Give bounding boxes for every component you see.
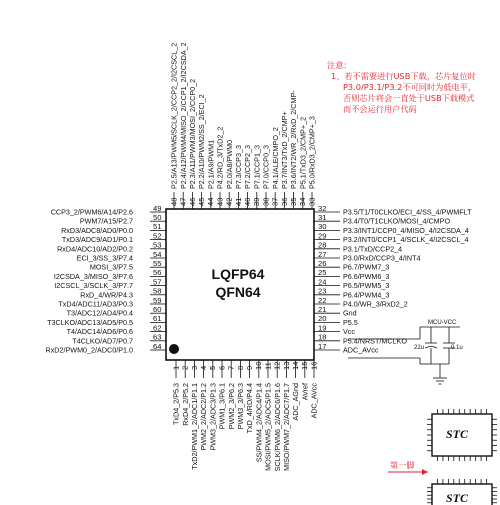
- pin-label: P3.6/INT2/WR_2/RxD_2/CMP-: [289, 90, 299, 189]
- first-pin-label: 第一脚: [390, 460, 415, 470]
- pin-number: 45: [197, 197, 206, 206]
- note-title: 注意：: [327, 60, 352, 70]
- pin-number: 64: [153, 341, 162, 351]
- pin-label: P4.2/RD_3/TxD2_2: [215, 126, 225, 189]
- pin-number: 42: [224, 197, 234, 206]
- pin-number: 1: [171, 365, 181, 370]
- pin-label: T3/ADC12/AD4/P0.4: [66, 308, 133, 318]
- pin-label: P3.0/RxD/CCP3_4/INT4: [343, 253, 421, 263]
- pin-number: 56: [153, 268, 162, 278]
- pin-number: 51: [153, 222, 162, 232]
- pin-label: P7.3/CCP3_3: [234, 145, 243, 189]
- pin-label: P7.2/CCP2_3: [243, 145, 253, 189]
- pin-label: SCLK/PWM6_2/ADC6/P1.6: [272, 383, 282, 472]
- pin-label: RxD3/ADC8/AD0/P0.0: [61, 225, 133, 235]
- pin-label: MOSI_3/P7.5: [89, 262, 133, 272]
- pin-label: PWM2_2/ADC2/P1.2: [199, 383, 209, 451]
- note-line: 否则芯片将会一直处于USB下载模式: [343, 93, 475, 103]
- pin-label: TxD_4/RD/P4.4: [245, 383, 255, 434]
- pin-label: I2CSDA_3/MISO_3/P7.6: [53, 271, 133, 281]
- note-line: 1、若不需要进行USB下载，芯片复位时: [331, 71, 476, 81]
- pin-label: ECI_3/SS_3/P7.4: [76, 253, 133, 263]
- pin-number: 18: [318, 332, 327, 342]
- pin-label: I2CSCL_3/SCLK_3/P7.7: [54, 281, 133, 291]
- pin-label: P3.5/T1/T0CLKO/ECI_4/SS_4/PWMFLT: [343, 207, 472, 217]
- pin-number: 15: [300, 361, 310, 370]
- left-pin-group: [46, 204, 166, 355]
- pin-label: T4CLKO/AD7/P0.7: [72, 336, 133, 346]
- pin-number: 37: [270, 197, 280, 206]
- pin-number: 5: [208, 365, 218, 370]
- pin-label: P3.1/TxD/CCP2_4: [343, 244, 403, 254]
- pin-number: 58: [153, 286, 162, 296]
- pin-label: MOSI/PWM5_2/ADC5/P1.5: [263, 383, 273, 471]
- pin-label: RxD4/ADC10/AD2/P0.2: [57, 244, 133, 254]
- pin-label: P7.0/CCP0_3: [261, 145, 271, 189]
- stc-chip-label: STC: [446, 427, 469, 441]
- pin-number: 33: [307, 197, 317, 206]
- pin-number: 17: [318, 341, 327, 351]
- pin-label: P5.4/NRST/MCLKO: [343, 336, 407, 346]
- pin-label: CCP3_2/PWM6/A14/P2.6: [50, 207, 133, 217]
- pin-number: 16: [309, 361, 319, 370]
- stc-chip-label: STC: [446, 491, 469, 505]
- capacitor-22u-label: 22u: [414, 345, 425, 351]
- pin-number: 60: [153, 305, 162, 314]
- pin-number: 14: [291, 361, 300, 370]
- pin-label: P2.3/A11/PWM3/MOSI_2/CCP0_2: [188, 78, 197, 189]
- pin-number: 8: [235, 365, 245, 370]
- pin-number: 43: [215, 197, 225, 206]
- pin-number: 55: [153, 259, 162, 268]
- pin-number: 31: [318, 213, 327, 222]
- first-pin-arrowhead: [422, 469, 428, 475]
- note-line: P3.0/P3.1/P3.2不可同时为低电平，: [343, 82, 477, 92]
- pin-label: P2.4/A12/PWM4/MISO_2/CCP1_2/I2CSDA_2: [178, 42, 188, 189]
- pin-label: P6.7/PWM7_3: [343, 262, 390, 272]
- pin-label: P6.4/PWM4_3: [343, 290, 390, 300]
- pin-label: TxD2/PWM1_2/ADC1/P1.1: [190, 383, 199, 470]
- pin-number: 35: [289, 197, 298, 206]
- pin-number: 41: [233, 197, 243, 206]
- pin-label: RxD4_2/P5.2: [180, 383, 190, 426]
- pin-label: RxD_4/WR/P4.3: [80, 290, 133, 300]
- pin-number: 38: [261, 197, 271, 206]
- pin-number: 29: [318, 231, 327, 241]
- pin-number: 2: [180, 365, 190, 370]
- pin-label: PWM3_2/ADC3/P1.3: [208, 383, 218, 451]
- pin-label: P5.5: [343, 317, 358, 327]
- pin-label: ADC_AVcc: [343, 345, 379, 355]
- mcu-vcc-label: MCU-VCC: [428, 320, 457, 326]
- pin-label: Vcc: [343, 327, 355, 337]
- pin-number: 6: [217, 365, 227, 370]
- pin-number: 3: [189, 365, 199, 370]
- pin-label: P5.0/RxD3_2/CMP+_3: [307, 116, 317, 189]
- pin-label: AVref: [300, 383, 310, 401]
- capacitor-0-1u-label: 0.1u: [451, 345, 463, 351]
- pin-number: 30: [318, 222, 327, 232]
- pin-number: 54: [153, 249, 162, 259]
- chip-name-line2: QFN64: [215, 284, 261, 300]
- pin-label: P2.5/A13/PWM5/SCLK_2/CCP2_2/I2CSCL_2: [169, 42, 179, 189]
- pin-number: 11: [263, 362, 273, 370]
- pin-label: ADC_AGnd: [291, 383, 301, 421]
- pin-label: P2.2/A10/PWM2/SS_2/ECI_2: [197, 94, 207, 189]
- pin-number: 46: [187, 197, 197, 206]
- pin-number: 26: [318, 259, 327, 268]
- pin-number: 40: [243, 197, 252, 206]
- pin-label: TxD3/ADC9/AD1/P0.1: [61, 235, 133, 245]
- pin-number: 36: [279, 197, 289, 206]
- pin-number: 7: [226, 365, 236, 370]
- pin-number: 25: [318, 268, 327, 278]
- pin-label: PWM7/A15/P2.7: [79, 216, 133, 226]
- pin-number: 19: [318, 323, 327, 333]
- bottom-pin-group: [171, 360, 318, 471]
- pin-number: 9: [245, 365, 254, 370]
- pin-label: P3.2/INT0/CCP1_4/SCLK_4/I2CSCL_4: [343, 235, 469, 245]
- pin-number: 47: [178, 197, 188, 206]
- pin-number: 57: [153, 277, 162, 287]
- pin-label: PWM3_3/P6.3: [236, 383, 245, 430]
- pin-number: 22: [318, 295, 327, 305]
- pin-label: P2.1/A9/PWM1: [206, 139, 216, 189]
- pin-number: 12: [272, 361, 282, 370]
- pin-number: 27: [318, 249, 327, 259]
- pin-label: RxD2/PWM0_2/ADC0/P1.0: [45, 345, 133, 355]
- pin-number: 52: [153, 231, 162, 241]
- pin-number: 50: [153, 213, 162, 222]
- pin-label: T4/ADC14/AD6/P0.6: [66, 327, 133, 337]
- right-pin-group: [314, 204, 472, 355]
- pin-number: 23: [318, 286, 327, 296]
- pin-number: 39: [252, 197, 262, 206]
- pin-number: 49: [153, 203, 162, 213]
- pin-label: P4.1/ALE/CMPO_2: [270, 127, 280, 189]
- pin-number: 13: [281, 361, 291, 370]
- pin-label: MISO/PWM7_2/ADC7/P1.7: [282, 383, 291, 471]
- pin-number: 24: [318, 277, 327, 287]
- pin-number: 4: [199, 365, 208, 370]
- note-line: 而不会运行用户代码: [343, 104, 417, 114]
- chip-name-line1: LQFP64: [211, 266, 265, 282]
- pin-number: 10: [254, 361, 264, 370]
- pin-number: 20: [318, 314, 327, 324]
- pin-label: P4.0/WR_3/RxD2_2: [343, 299, 408, 309]
- pin-label: ADC_AVcc: [309, 383, 319, 419]
- pin-label: P3.4/T0/T1CLKO/MOSI_4/CMPO: [343, 216, 451, 226]
- pin-label: P5.1/TxD3_2/CMP+_2: [298, 116, 308, 189]
- pin-label: PWM2_3/P6.2: [226, 383, 236, 430]
- pin-number: 34: [298, 197, 308, 206]
- pin-label: P3.3/INT1/CCP0_4/MISO_4/I2CSDA_4: [343, 225, 469, 235]
- pin-number: 61: [153, 314, 162, 324]
- pin-number: 28: [318, 240, 327, 250]
- pin-number: 48: [169, 197, 179, 206]
- pin-number: 32: [318, 203, 327, 213]
- pin-label: TxD4/ADC11/AD3/P0.3: [58, 299, 133, 309]
- top-pin-group: [169, 42, 316, 209]
- pin-label: Gnd: [343, 308, 357, 318]
- pin-label: T3CLKO/ADC13/AD5/P0.5: [47, 317, 133, 327]
- pin-label: PWM1_3/P6.1: [217, 383, 227, 430]
- pin-number: 63: [153, 332, 162, 342]
- pin-label: P3.7/INT3/TxD_2/CMP+: [280, 111, 289, 189]
- pin-number: 44: [206, 197, 216, 206]
- pin-label: P2.0/A8/PWM0: [224, 139, 234, 189]
- pin-label: P6.6/PWM6_3: [343, 271, 390, 281]
- pin-number: 59: [153, 295, 162, 305]
- pin-number: 21: [318, 305, 327, 314]
- pin-number: 53: [153, 240, 162, 250]
- pin-number: 62: [153, 323, 162, 333]
- pin-label: P7.1/CCP1_3: [252, 145, 262, 189]
- pin-label: SS/PWM4_2/ADC4/P1.4: [254, 383, 264, 463]
- capacitor-plate: [425, 347, 437, 349]
- pin-label: TxD4_2/P5.3: [171, 383, 181, 425]
- pin1-marker-dot: [169, 344, 179, 354]
- pin-label: P6.5/PWM5_3: [343, 281, 390, 291]
